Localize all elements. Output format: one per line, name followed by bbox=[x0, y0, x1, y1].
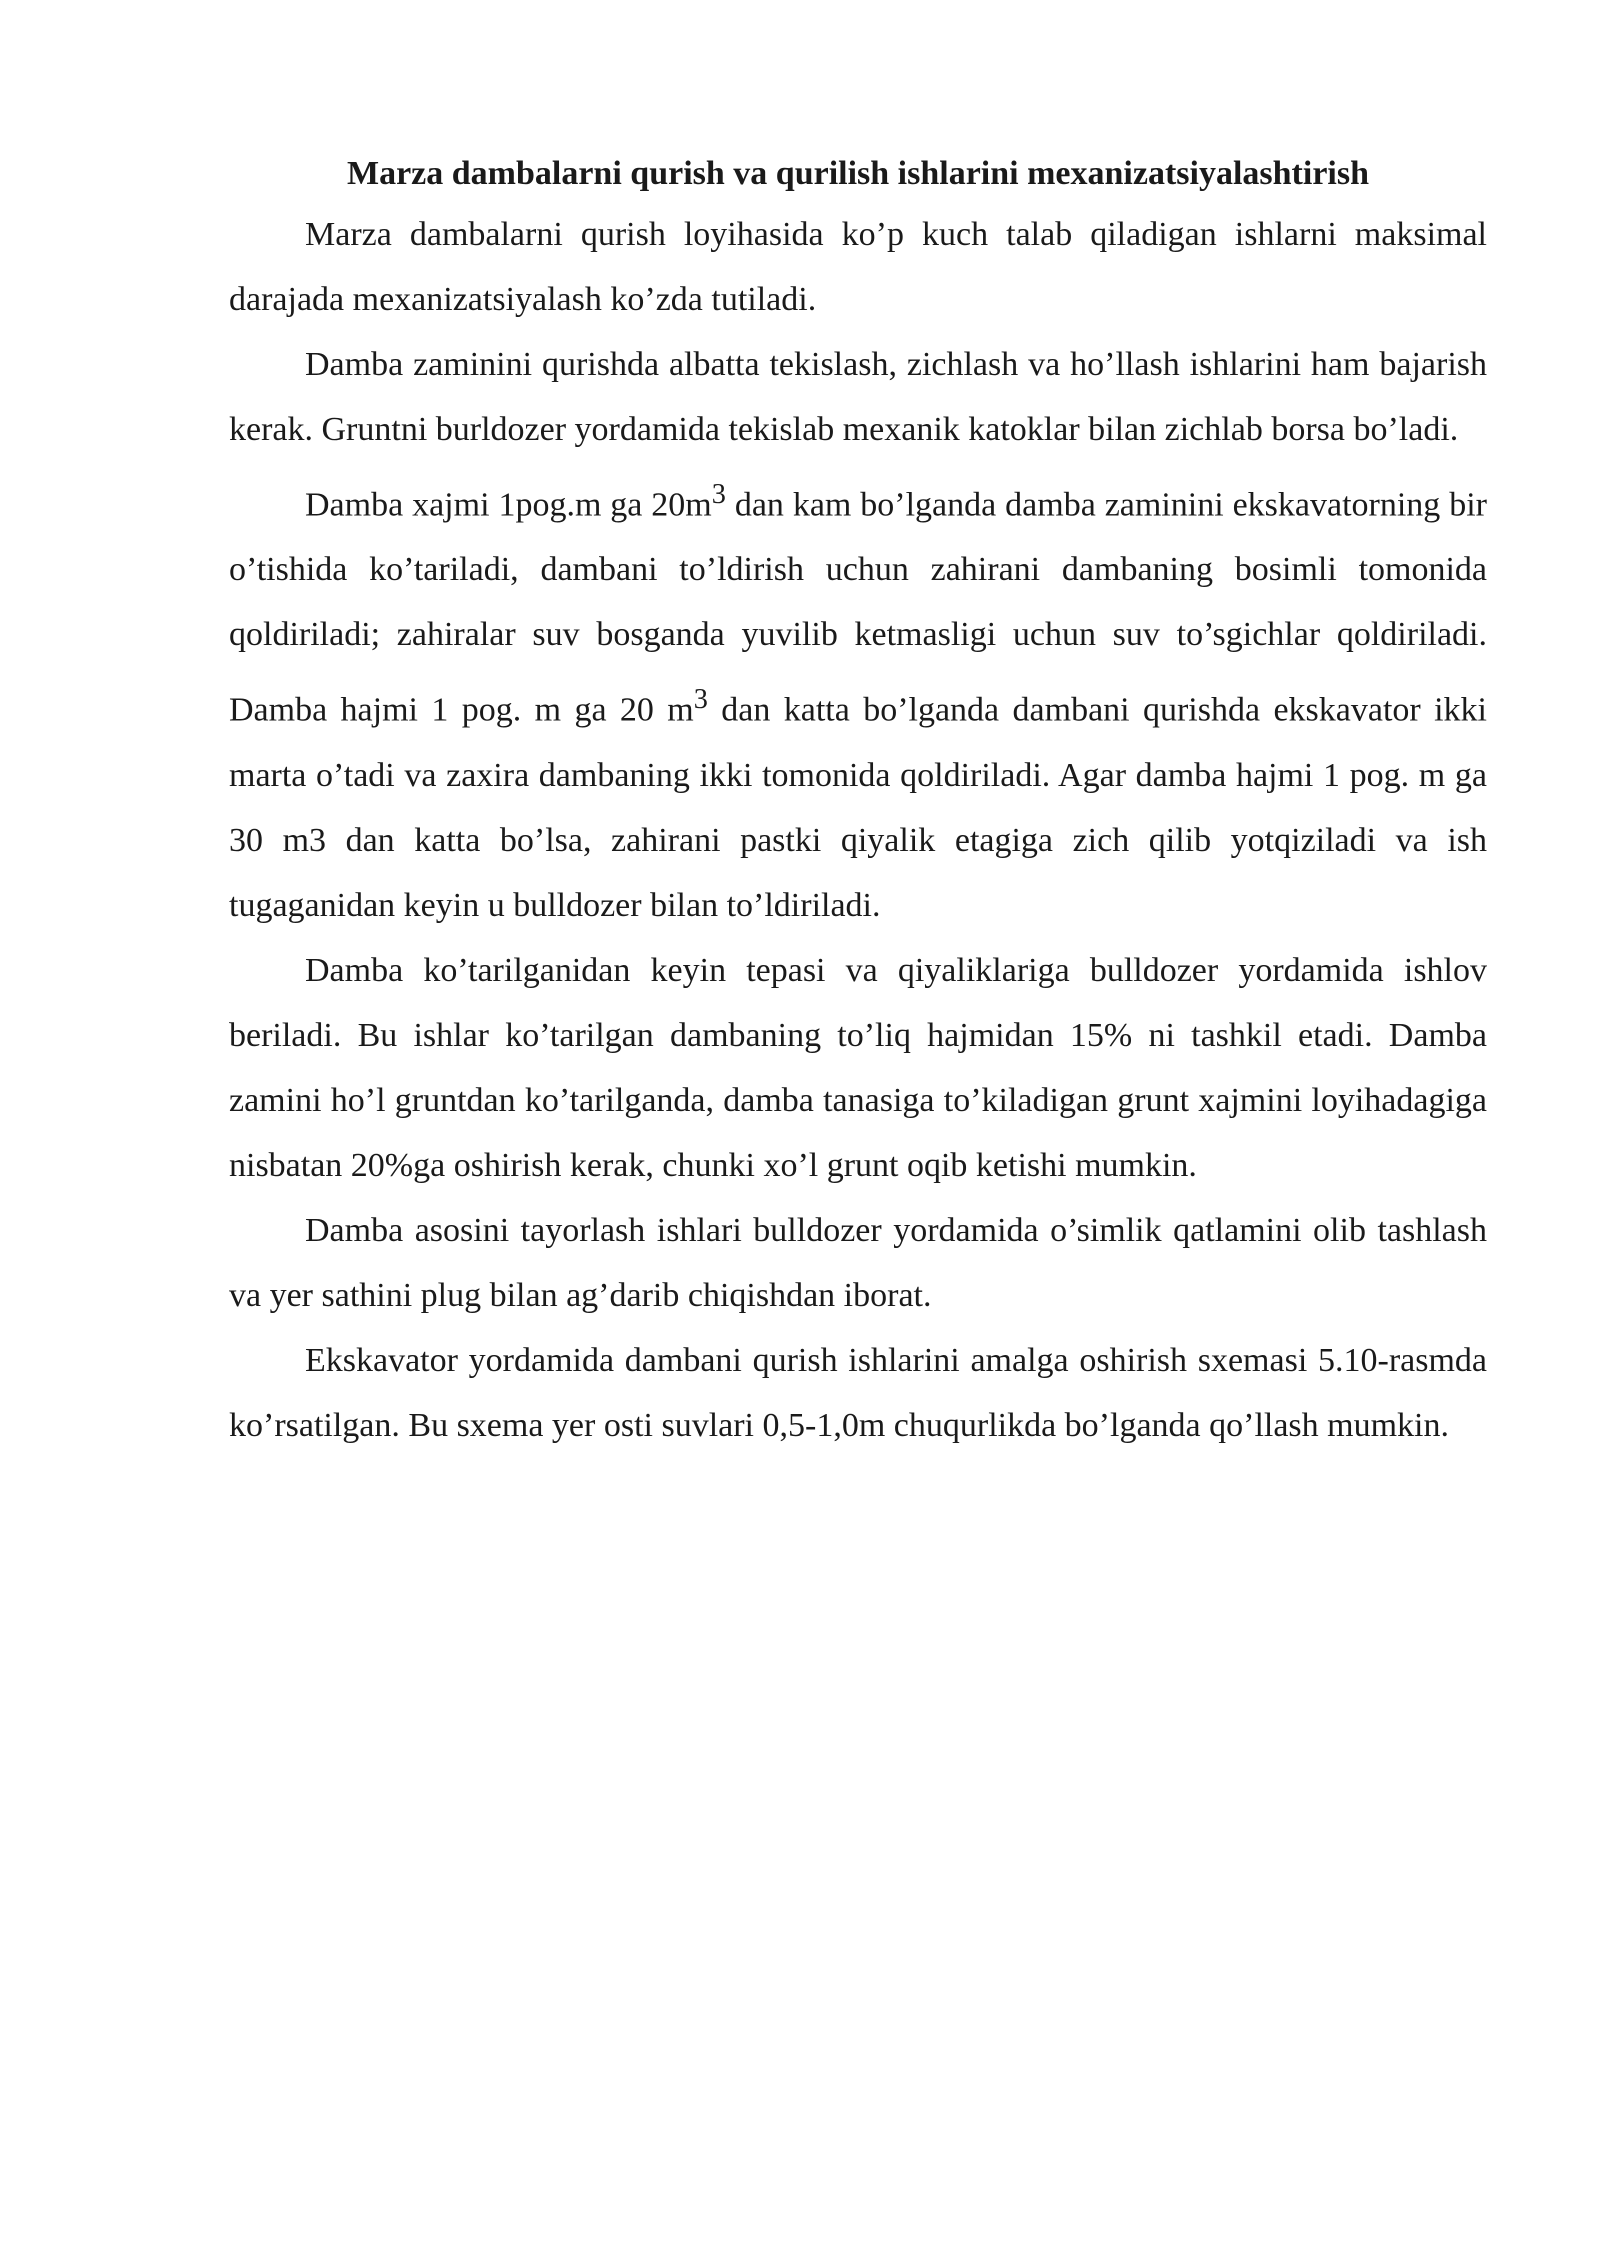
paragraph-text: Damba zaminini qurishda albatta tekislash, zichlash va ho’llash ishlarini ham bajarish kerak. Gruntni burldozer yordamida tekislab mexanik katoklar bilan zichlab borsa bo’ladi. bbox=[229, 346, 1487, 448]
paragraph-text: dan katta bo’lganda dambani qurishda ekskavator ikki marta o’tadi va zaxira dambaning ikki tomonida qoldiriladi. Agar damba hajmi 1 pog. m ga 30 m3 dan katta bo’lsa, zahirani pastki qiyalik etagiga zich qilib yotqiziladi va ish tugaganidan keyin u bulldozer bilan to’ldiriladi. bbox=[229, 691, 1487, 924]
paragraph-text: Ekskavator yordamida dambani qurish ishlarini amalga oshirish sxemasi 5.10-rasmda ko’rsatilgan. Bu sxema yer osti suvlari 0,5-1,0m chuqurlikda bo’lganda qo’llash mumkin. bbox=[229, 1341, 1487, 1444]
paragraph-text: dan kam bo’lganda damba zaminini ekskavatorning bir o’tishida ko’tariladi, dambani to’ldirish uchun zahirani dambaning bosimli tomonida qoldiriladi; zahiralar suv bosganda yuvilib ketmasligi uchun suv to’sgichlar qoldiriladi. Damba hajmi 1 pog. m ga 20 m bbox=[229, 486, 1487, 729]
superscript-text: 3 bbox=[711, 479, 726, 510]
body-paragraph bbox=[229, 1198, 1487, 1328]
body-paragraph bbox=[229, 202, 1487, 332]
body-paragraph bbox=[229, 938, 1487, 1198]
paragraph-text: Damba asosini tayorlash ishlari bulldozer yordamida o’simlik qatlamini olib tashlash va yer sathini plug bilan ag’darib chiqishdan iborat. bbox=[229, 1211, 1487, 1314]
document-title: Marza dambalarni qurish va qurilish ishlarini mexanizatsiyalashtirish bbox=[346, 155, 1369, 192]
paragraph-text: Damba ko’tarilganidan keyin tepasi va qiyaliklariga bulldozer yordamida ishlov beriladi. Bu ishlar ko’tarilgan dambaning to’liq hajmidan 15% ni tashkil etadi. Damba zamini ho’l gruntdan ko’tarilganda, damba tanasiga to’kiladigan grunt xajmini loyihadagiga nisbatan 20%ga oshirish kerak, chunki xo’l grunt oqib ketishi mumkin. bbox=[229, 951, 1487, 1184]
paragraph-text: Damba xajmi 1pog.m ga 20m bbox=[305, 486, 712, 524]
body-paragraph bbox=[229, 462, 1487, 938]
paragraph-text: Marza dambalarni qurish loyihasida ko’p kuch talab qiladigan ishlarni maksimal darajada mexanizatsiyalash ko’zda tutiladi. bbox=[229, 216, 1487, 318]
body-paragraph bbox=[229, 1328, 1487, 1458]
document-body bbox=[229, 202, 1487, 1458]
superscript-text: 3 bbox=[693, 684, 708, 716]
document-page bbox=[229, 146, 1487, 1458]
body-paragraph bbox=[229, 332, 1487, 462]
